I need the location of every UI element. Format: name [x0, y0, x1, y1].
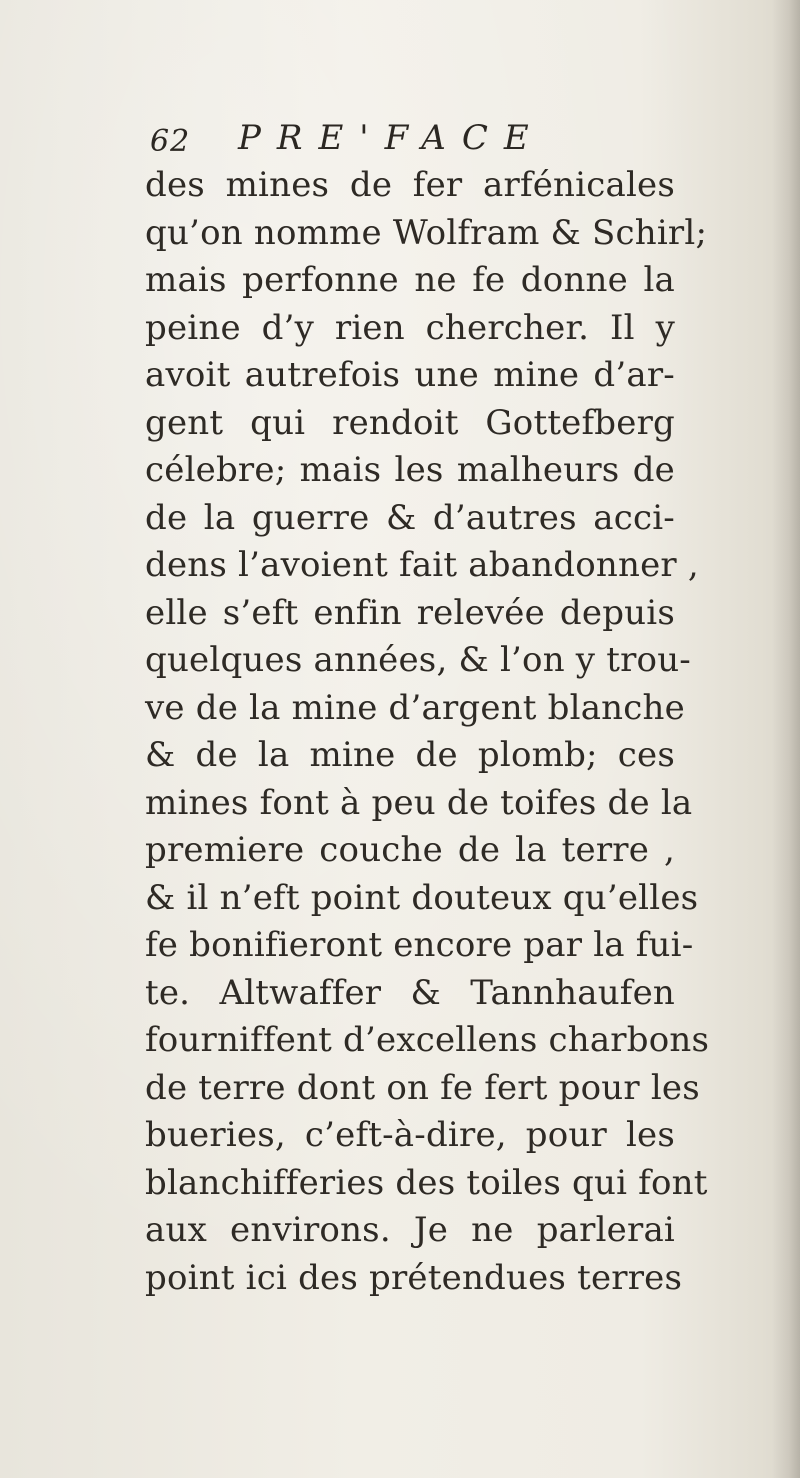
page-header [150, 118, 670, 166]
text-line: aux environs. Je ne parlerai [145, 1210, 675, 1250]
text-line: mines font à peu de toifes de la [145, 782, 693, 823]
text-line: de terre dont on fe fert pour les [145, 1067, 700, 1108]
text-line: fourniffent d’excellens charbons [145, 1020, 710, 1060]
running-head: PRE'FACE [238, 118, 545, 158]
text-line: ve de la mine d’argent blanche [145, 687, 685, 728]
text-line: célebre; mais les malheurs de [145, 450, 675, 490]
page-edge-shadow [772, 0, 800, 1478]
text-line: fe bonifieront encore par la fui- [145, 925, 694, 965]
text-line: gent qui rendoit Gottefberg [145, 402, 675, 443]
text-line: peine d’y rien chercher. Il y [145, 307, 675, 348]
text-line: avoit autrefois une mine d’ar- [145, 355, 675, 395]
text-line: te. Altwaffer & Tannhaufen [145, 972, 675, 1013]
page-number: 62 [150, 124, 191, 159]
body-text [145, 162, 710, 1302]
text-line: bueries, c’eft-à-dire, pour les [145, 1115, 675, 1155]
text-line: de la guerre & d’autres acci- [145, 497, 675, 538]
text-line: blanchifferies des toiles qui font [145, 1162, 708, 1203]
text-line: qu’on nomme Wolfram & Schirl; [145, 212, 708, 253]
text-line: elle s’eft enfin relevée depuis [145, 592, 675, 633]
text-line: premiere couche de la terre , [145, 830, 675, 870]
text-line: point ici des prétendues terres [145, 1257, 683, 1298]
text-line: des mines de fer arfénicales [145, 165, 675, 205]
text-line: mais perfonne ne fe donne la [145, 260, 675, 300]
text-line: quelques années, & l’on y trou- [145, 640, 691, 680]
text-line: & il n’eft point douteux qu’elles [145, 877, 699, 918]
text-line: dens l’avoient fait abandonner , [145, 545, 699, 585]
text-line: & de la mine de plomb; ces [145, 735, 675, 775]
